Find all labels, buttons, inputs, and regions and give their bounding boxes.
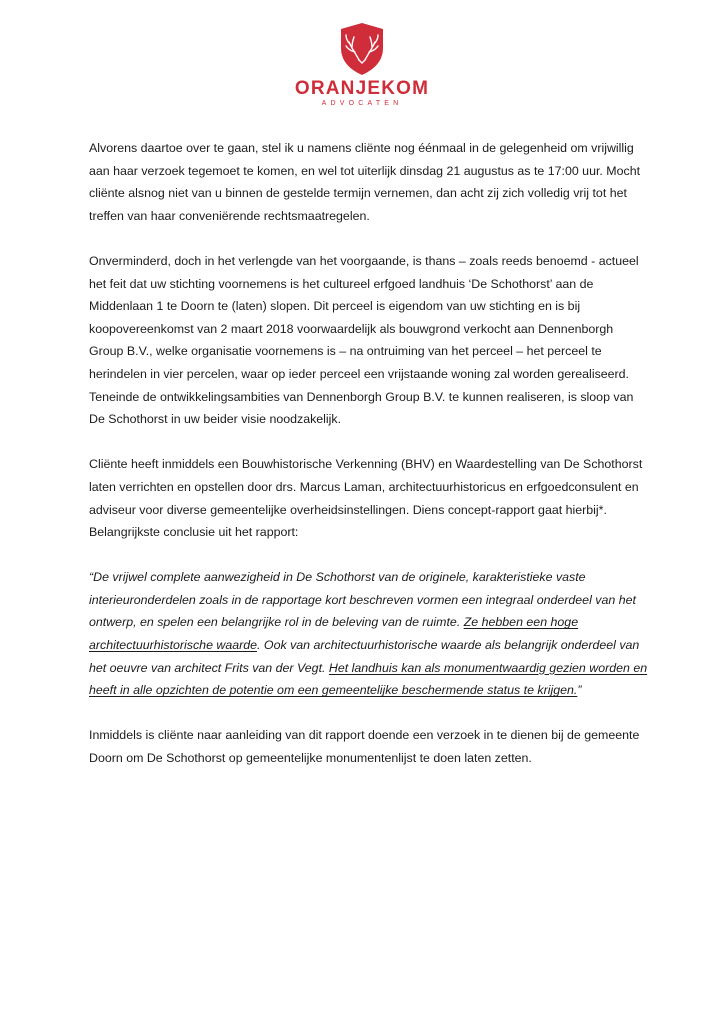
quote-underlined-text: architectuurhistorische waarde: [89, 638, 258, 653]
text-line: Inmiddels is cliënte naar aanleiding van dit rapport doende een verzoek in te dienen bij de gemeente: [89, 728, 640, 743]
quote-text: het oeuvre van architect Frits van der Vegt.: [89, 660, 329, 675]
quote-line: interieuronderdelen zoals in de rapportage kort beschreven vormen een integraal onderdeel van het: [89, 592, 636, 607]
quote-underlined-text: Het landhuis kan als monumentwaardig gezien worden en: [328, 660, 648, 675]
paragraph-monument-request: [89, 724, 649, 769]
text-line: Onverminderd, doch in het verlengde van het voorgaande, is thans – zoals reeds benoemd - actueel: [89, 253, 639, 268]
text-line: het feit dat uw stichting voornemens is het cultureel erfgoed landhuis ‘De Schothorst’ aan de: [89, 276, 594, 291]
report-quote: [89, 566, 649, 702]
text-line: Belangrijkste conclusie uit het rapport:: [89, 525, 299, 540]
text-line: aan haar verzoek tegemoet te komen, en wel tot uiterlijk dinsdag 21 augustus as te 17:00 uur. Mocht: [89, 163, 641, 178]
quote-line: [89, 611, 649, 634]
quote-text: ”: [577, 683, 582, 698]
quote-line: “De vrijwel complete aanwezigheid in De Schothorst van de originele, karakteristieke vaste: [89, 570, 586, 585]
text-line: laten verrichten en opstellen door drs. Marcus Laman, architectuurhistoricus en erfgoedconsulent en: [89, 479, 639, 494]
text-line: Teneinde de ontwikkelingsambities van Dennenborgh Group B.V. te kunnen realiseren, is sloop van: [89, 389, 634, 404]
text-line: Middenlaan 1 te Doorn te (laten) slopen. Dit perceel is eigendom van uw stichting en is bij: [89, 299, 581, 314]
paragraph-demolition: [89, 250, 649, 431]
quote-text: ontwerp, en spelen een belangrijke rol in de beleving van de ruimte.: [89, 615, 464, 630]
text-line: Cliënte heeft inmiddels een Bouwhistorische Verkenning (BHV) en Waardestelling van De Schothorst: [89, 457, 643, 472]
text-line: Alvorens daartoe over te gaan, stel ik u namens cliënte nog éénmaal in de gelegenheid om vrijwillig: [89, 141, 634, 155]
text-line: De Schothorst in uw beider visie noodzakelijk.: [89, 412, 342, 427]
paragraph-deadline: [89, 137, 649, 227]
quote-text: . Ook van architectuurhistorische waarde als belangrijk onderdeel van: [257, 638, 640, 653]
letter-body: [89, 137, 649, 792]
text-line: Group B.V., welke organisatie voornemens is – na ontruiming van het perceel – het perceel te: [89, 344, 602, 359]
logo-subtitle: ADVOCATEN: [321, 100, 403, 107]
text-line: herindelen in vier percelen, waar op ieder perceel een vrijstaande woning zal worden gerealiseerd.: [89, 366, 630, 381]
text-line: treffen van haar conveniërende rechtsmaatregelen.: [89, 208, 370, 223]
quote-line: [89, 657, 649, 680]
text-line: Doorn om De Schothorst op gemeentelijke monumentenlijst te doen laten zetten.: [89, 751, 532, 766]
antler-shield-icon: [336, 22, 388, 76]
text-line: cliënte alsnog niet van u binnen de gestelde termijn vernemen, dan acht zij zich volledig vrij tot het: [89, 186, 627, 201]
quote-underlined-text: heeft in alle opzichten de potentie om een gemeentelijke beschermende status te krijgen.: [89, 683, 578, 698]
paragraph-report: [89, 453, 649, 543]
logo-wordmark: ORANJEKOM: [294, 78, 430, 99]
text-line: koopovereenkomst van 2 maart 2018 voorwaardelijk als bouwgrond verkocht aan Dennenborgh: [89, 321, 614, 336]
text-line: adviseur voor diverse gemeentelijke overheidsinstellingen. Diens concept-rapport gaat hierbij*.: [89, 502, 607, 517]
quote-underlined-text: Ze hebben een hoge: [463, 615, 579, 630]
company-logo: [0, 22, 724, 108]
quote-line: [89, 679, 649, 702]
quote-line: [89, 634, 649, 657]
